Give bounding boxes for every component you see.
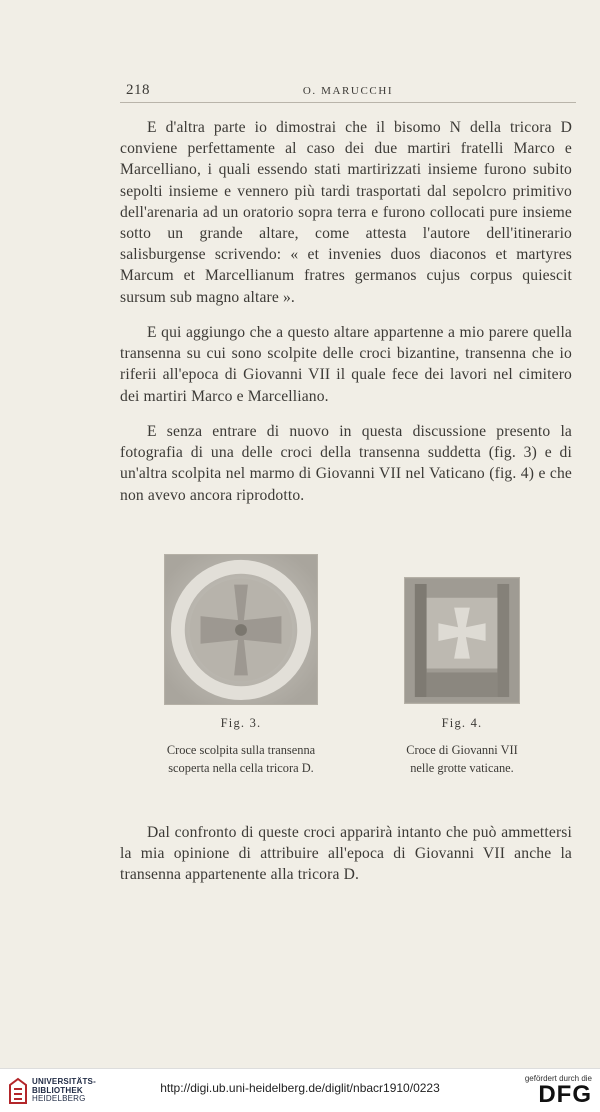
paragraph-2: E qui aggiungo che a questo altare appartenne a mio parere quella transenna su cui sono scolpite delle croci bizantine, transenna che io riferii all'epoca di Giovanni VII il quale fece dei lavori nel cimitero dei martiri Marco e Marcelliano.	[120, 324, 572, 405]
paragraph-3: E senza entrare di nuovo in questa discussione presento la fotografia di una delle croci della transenna suddetta (fig. 3) e di un'altra scolpita nel marmo di Giovanni VII nel Vaticano (fig. 4) e che non avevo ancora riprodotto.	[120, 423, 572, 504]
funder-note: gefördert durch die	[524, 1074, 592, 1083]
page-header	[120, 82, 576, 103]
page-number: 218	[126, 82, 150, 98]
figure-4-caption-line-1: Croce di Giovanni VII	[406, 743, 518, 757]
figure-4-caption	[374, 741, 550, 777]
figure-3-caption-line-2: scoperta nella cella tricora D.	[168, 761, 314, 775]
paragraph-4: Dal confronto di queste croci apparirà intanto che può ammettersi la mia opinione di attribuire all'epoca di Giovanni VII anche la transenna appartenente alla tricora D.	[120, 824, 572, 884]
figure-4-photo	[404, 577, 520, 704]
figure-3-label: Fig. 3.	[220, 716, 262, 730]
carved-cross-in-circle-image	[165, 555, 317, 704]
viewer-footer	[0, 1068, 600, 1112]
library-name-line-1: UNIVERSITÄTS-	[32, 1077, 96, 1086]
dfg-logo: DFG	[538, 1081, 592, 1108]
figure-3-caption	[130, 741, 352, 777]
paragraph-1: E d'altra parte io dimostrai che il bisomo N della tricora D conviene perfettamente al caso dei due martiri fratelli Marco e Marcelliano, i quali essendo stati martirizzati insieme furono subito sepolti insieme e vennero più tardi trasportati dal sepolcro primitivo dell'arenaria ad un oratorio sopra terra e furono collocati pure insieme sotto un grande altare, come attesta l'autore dell'itinerario salisburgense scrivendo: « et invenies duos diaconos et martyres Marcum et Marcellianum fratres germanos cujus corpus quiescit sursum sub magno altare ».	[120, 119, 572, 306]
figure-4-caption-line-2: nelle grotte vaticane.	[410, 761, 514, 775]
running-head: O. MARUCCHI	[302, 85, 394, 97]
figure-4-label: Fig. 4.	[441, 716, 483, 730]
permalink-url[interactable]: http://digi.ub.uni-heidelberg.de/diglit/nbacr1910/0223	[160, 1081, 440, 1095]
library-name-line-3: HEIDELBERG	[32, 1094, 86, 1104]
figure-3-photo	[164, 554, 318, 705]
funder-block[interactable]	[525, 1074, 592, 1107]
library-name-line-2: BIBLIOTHEK	[32, 1085, 83, 1095]
marble-cross-relief-image	[405, 578, 519, 703]
figure-3-caption-line-1: Croce scolpita sulla transenna	[166, 743, 316, 757]
